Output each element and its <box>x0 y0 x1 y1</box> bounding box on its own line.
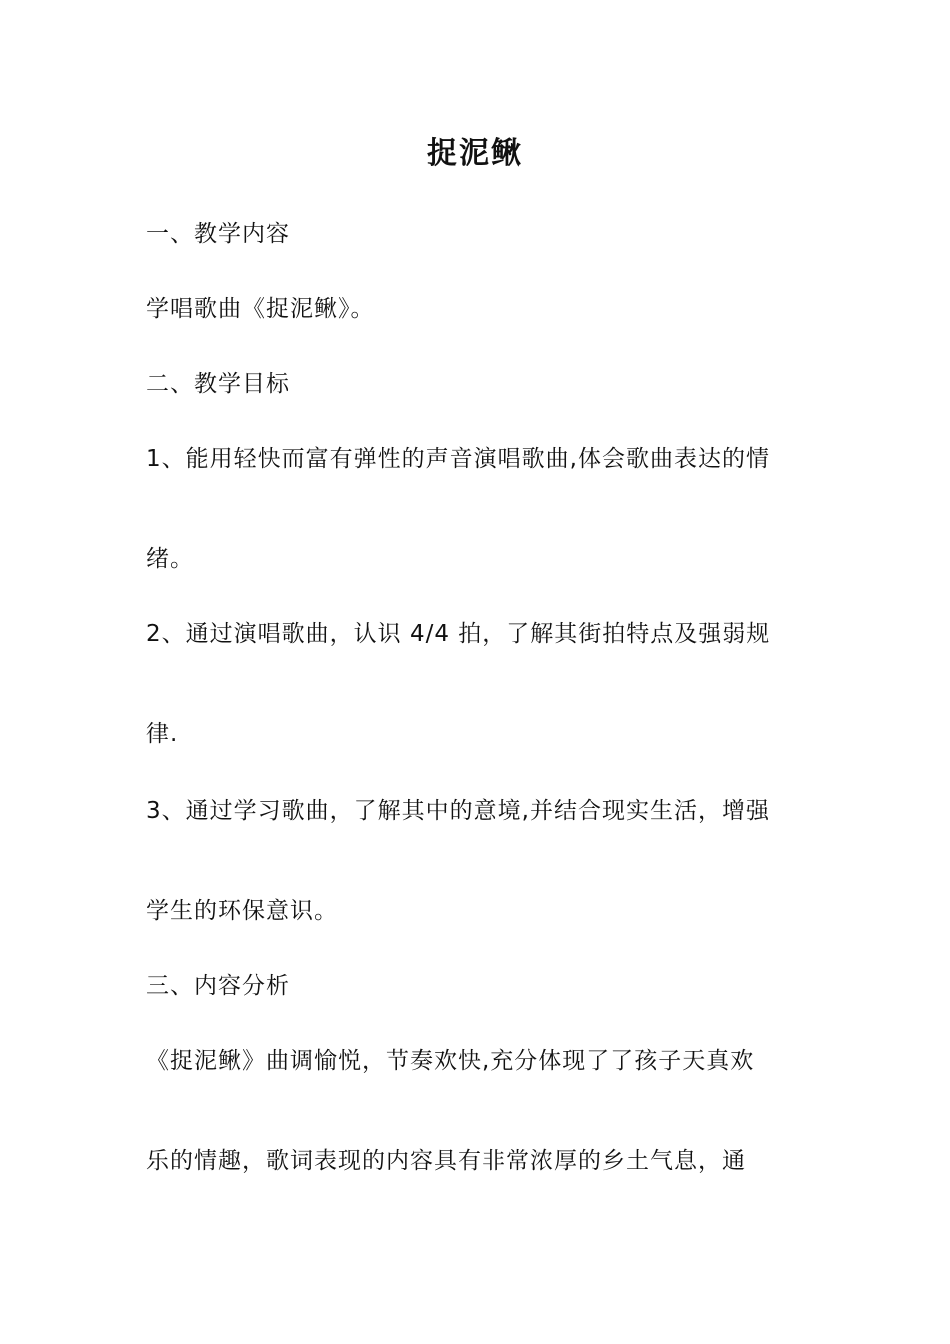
paragraph-line: 乐的情趣，歌词表现的内容具有非常浓厚的乡土气息，通 <box>146 1148 746 1174</box>
paragraph-line: 绪。 <box>146 546 194 572</box>
paragraph-line: 3、通过学习歌曲，了解其中的意境,并结合现实生活，增强 <box>146 798 770 824</box>
paragraph-line: 《捉泥鳅》曲调愉悦，节奏欢快,充分体现了了孩子天真欢 <box>146 1048 755 1074</box>
paragraph-line: 律. <box>146 721 179 747</box>
page-title: 捉泥鳅 <box>427 136 523 171</box>
paragraph-line: 学生的环保意识。 <box>146 898 338 924</box>
section-heading-goals: 二、教学目标 <box>146 371 290 397</box>
section-heading-analysis: 三、内容分析 <box>146 973 290 999</box>
section-heading-content: 一、教学内容 <box>146 221 290 247</box>
paragraph-line: 学唱歌曲《捉泥鳅》。 <box>146 296 375 322</box>
paragraph-line: 2、通过演唱歌曲，认识 4/4 拍，了解其街拍特点及强弱规 <box>146 621 771 647</box>
paragraph-line: 1、能用轻快而富有弹性的声音演唱歌曲,体会歌曲表达的情 <box>146 446 770 472</box>
